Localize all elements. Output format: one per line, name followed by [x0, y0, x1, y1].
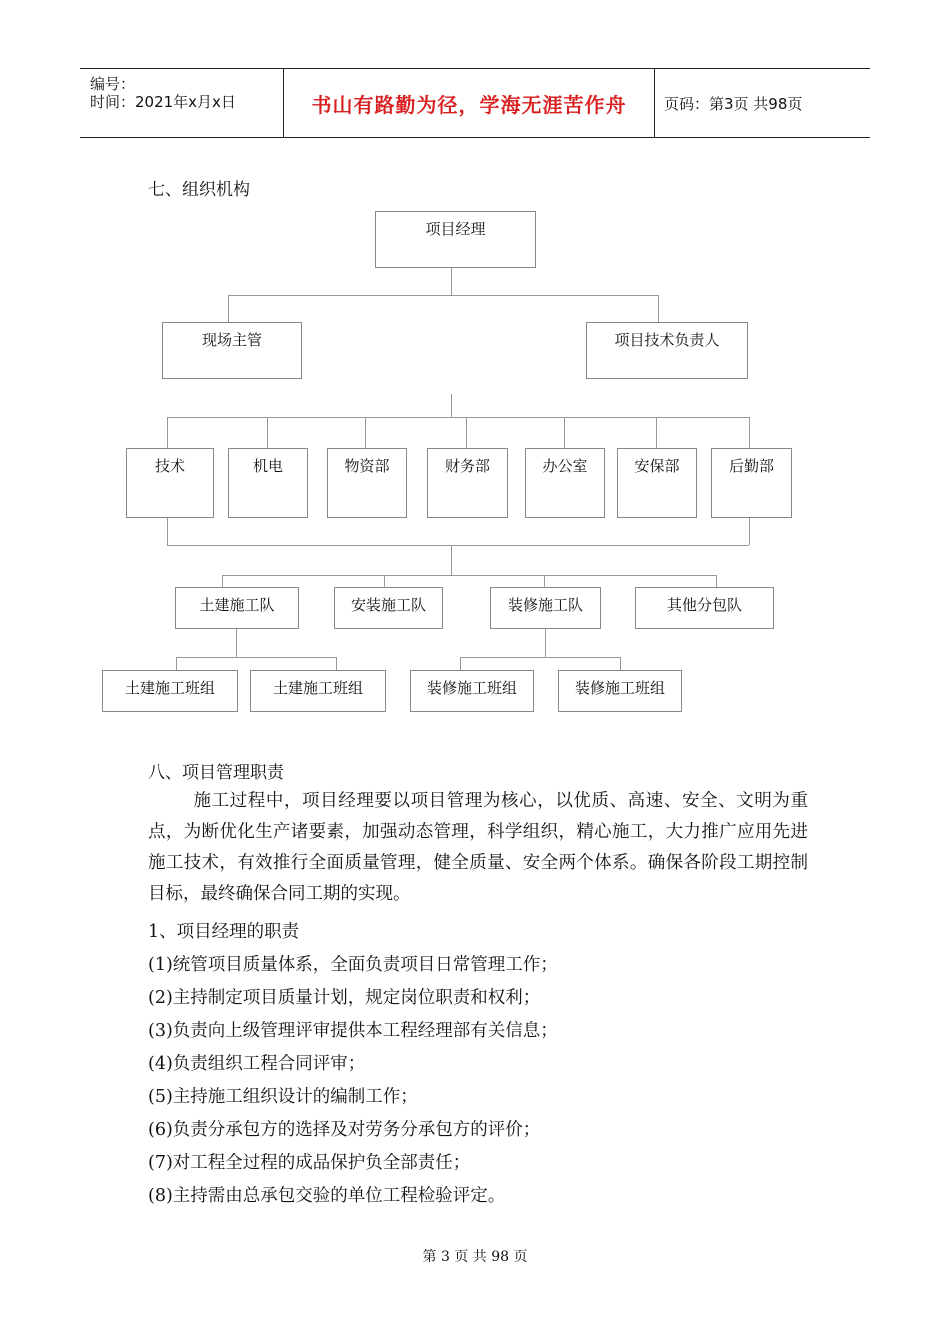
connector-line	[620, 657, 621, 670]
org-node-decoration-team: 装修施工队	[490, 587, 601, 629]
connector-line	[451, 267, 452, 295]
org-node-civil-crew-2: 土建施工班组	[250, 670, 386, 712]
connector-line	[656, 417, 657, 448]
connector-line	[267, 417, 268, 448]
connector-line	[716, 575, 717, 587]
connector-line	[222, 575, 223, 587]
duty-item: (7)对工程全过程的成品保护负全部责任；	[148, 1153, 471, 1173]
org-node-civil-crew-1: 土建施工班组	[102, 670, 238, 712]
org-node-office: 办公室	[525, 448, 605, 518]
connector-line	[451, 394, 452, 417]
org-node-project-manager: 项目经理	[375, 211, 536, 268]
connector-line	[564, 417, 565, 448]
connector-line	[167, 417, 749, 418]
org-node-install-team: 安装施工队	[334, 587, 443, 629]
connector-line	[228, 295, 229, 322]
section-8-intro: 施工过程中，项目经理要以项目管理为核心，以优质、高速、安全、文明为重点，为断优化生产诸要素，加强动态管理，科学组织，精心施工，大力推广应用先进施工技术，有效推行全面质量管理，健全质量、安全两个体系。确保各阶段工期控制目标，最终确保合同工期的实现。	[148, 791, 808, 904]
org-node-finance: 财务部	[427, 448, 508, 518]
connector-line	[228, 295, 659, 296]
header-page-info: 页码：第3页 共98页	[664, 94, 803, 113]
org-node-mep: 机电	[228, 448, 308, 518]
duty-item: (1)统管项目质量体系，全面负责项目日常管理工作；	[148, 955, 558, 975]
connector-line	[460, 657, 620, 658]
org-node-decoration-crew-1: 装修施工班组	[410, 670, 534, 712]
connector-line	[451, 545, 452, 575]
connector-line	[167, 417, 168, 448]
connector-line	[365, 417, 366, 448]
connector-line	[176, 657, 336, 658]
connector-line	[167, 545, 749, 546]
connector-line	[384, 575, 385, 587]
connector-line	[658, 295, 659, 322]
connector-line	[336, 657, 337, 670]
connector-line	[749, 417, 750, 448]
connector-line	[222, 575, 716, 576]
header-meta-cell	[80, 69, 284, 137]
org-node-logistics: 后勤部	[711, 448, 792, 518]
connector-line	[460, 657, 461, 670]
duty-item: (2)主持制定项目质量计划，规定岗位职责和权利；	[148, 988, 541, 1008]
page-header	[80, 68, 870, 138]
connector-line	[544, 575, 545, 587]
connector-line	[545, 628, 546, 657]
org-node-tech-lead: 项目技术负责人	[586, 322, 748, 379]
header-motto: 书山有路勤为径，学海无涯苦作舟	[284, 69, 655, 137]
doc-number-label: 编号：	[90, 75, 136, 93]
section-8-title: 八、项目管理职责	[148, 763, 284, 783]
connector-line	[167, 517, 168, 545]
duty-item: (4)负责组织工程合同评审；	[148, 1054, 366, 1074]
duty-item: (5)主持施工组织设计的编制工作；	[148, 1087, 418, 1107]
connector-line	[176, 657, 177, 670]
org-node-subcontract-team: 其他分包队	[635, 587, 774, 629]
duty-item: (3)负责向上级管理评审提供本工程经理部有关信息；	[148, 1021, 558, 1041]
connector-line	[466, 417, 467, 448]
page-footer: 第 3 页 共 98 页	[422, 1249, 528, 1265]
org-node-materials: 物资部	[327, 448, 407, 518]
connector-line	[236, 628, 237, 657]
section-7-title: 七、组织机构	[148, 180, 250, 200]
duty-item: (8)主持需由总承包交验的单位工程检验评定。	[148, 1186, 506, 1206]
duty-item: (6)负责分承包方的选择及对劳务分承包方的评价；	[148, 1120, 541, 1140]
section-8-subtitle: 1、项目经理的职责	[148, 922, 300, 942]
doc-time-label: 时间：2021年x月x日	[90, 93, 236, 111]
org-node-decoration-crew-2: 装修施工班组	[558, 670, 682, 712]
org-node-civil-team: 土建施工队	[175, 587, 299, 629]
connector-line	[749, 517, 750, 545]
org-node-site-supervisor: 现场主管	[162, 322, 302, 379]
org-node-tech: 技术	[126, 448, 214, 518]
org-node-security: 安保部	[617, 448, 697, 518]
